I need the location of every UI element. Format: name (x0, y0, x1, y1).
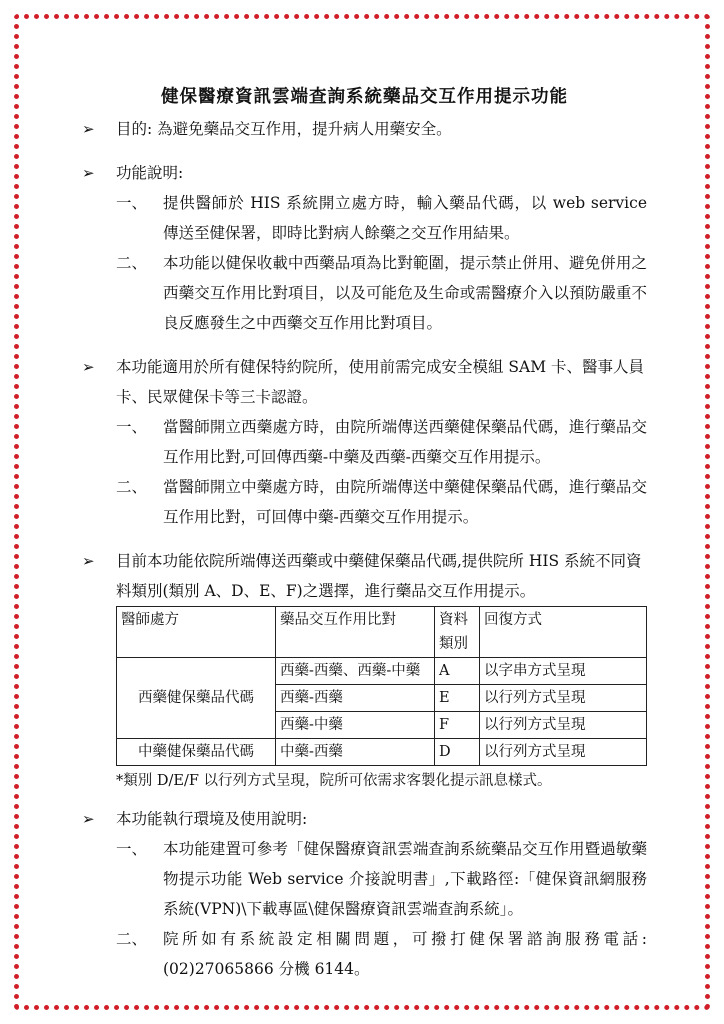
category-cell: D (435, 739, 480, 766)
list-item (82, 248, 647, 338)
item-number: 一、 (116, 194, 148, 212)
arrow-bullet-icon: ➢ (82, 164, 95, 182)
document-title: 健保醫療資訊雲端查詢系統藥品交互作用提示功能 (161, 87, 568, 107)
item-number: 二、 (116, 478, 148, 496)
function-section (82, 158, 647, 188)
current-heading: 目前本功能依院所端傳送西藥或中藥健保藥品代碼,提供院所 HIS 系統不同資料類別(類別 A、D、E、F)之選擇，進行藥品交互作用提示。 (116, 552, 642, 600)
reply-cell: 以行列方式呈現 (480, 685, 647, 712)
item-text: 當醫師開立中藥處方時，由院所端傳送中藥健保藥品代碼，進行藥品交互作用比對，可回傳中藥-西藥交互作用提示。 (163, 478, 647, 526)
item-number: 二、 (116, 930, 148, 948)
category-cell: A (435, 658, 480, 685)
list-item (82, 412, 647, 472)
environment-section (82, 804, 647, 834)
applicability-heading: 本功能適用於所有健保特約院所，使用前需完成安全模組 SAM 卡、醫事人員卡、民眾健保卡等三卡認證。 (116, 358, 645, 406)
table-row (117, 658, 647, 685)
table-header-row (117, 607, 647, 658)
reply-cell: 以字串方式呈現 (480, 658, 647, 685)
item-text: 當醫師開立西藥處方時，由院所端傳送西藥健保藥品代碼，進行藥品交互作用比對,可回傳西藥-中藥及西藥-西藥交互作用提示。 (163, 418, 647, 466)
item-text: 提供醫師於 HIS 系統開立處方時，輸入藥品代碼，以 web service 傳送至健保署，即時比對病人餘藥之交互作用結果。 (163, 194, 647, 242)
reply-cell: 以行列方式呈現 (480, 739, 647, 766)
arrow-bullet-icon: ➢ (82, 552, 95, 570)
table-note: *類別 D/E/F 以行列方式呈現，院所可依需求客製化提示訊息樣式。 (116, 773, 552, 789)
document-body (82, 82, 647, 984)
table-header: 藥品交互作用比對 (276, 607, 435, 658)
item-number: 一、 (116, 840, 148, 858)
arrow-bullet-icon: ➢ (82, 810, 95, 828)
purpose-section (82, 114, 647, 144)
arrow-bullet-icon: ➢ (82, 120, 95, 138)
table-header: 醫師處方 (117, 607, 276, 658)
environment-heading: 本功能執行環境及使用說明: (116, 810, 308, 828)
arrow-bullet-icon: ➢ (82, 358, 95, 376)
category-cell: F (435, 712, 480, 739)
compare-cell: 西藥-西藥、西藥-中藥 (276, 658, 435, 685)
item-number: 二、 (116, 254, 148, 272)
prescription-cell: 西藥健保藥品代碼 (117, 658, 276, 739)
table-row (117, 739, 647, 766)
item-number: 一、 (116, 418, 148, 436)
current-section (82, 546, 647, 606)
prescription-cell: 中藥健保藥品代碼 (117, 739, 276, 766)
list-item (82, 834, 647, 924)
item-text: 本功能以健保收載中西藥品項為比對範圍，提示禁止併用、避免併用之西藥交互作用比對項目，以及可能危及生命或需醫療介入以預防嚴重不良反應發生之中西藥交互作用比對項目。 (163, 254, 647, 332)
list-item (82, 188, 647, 248)
item-text: 院所如有系統設定相關問題，可撥打健保署諮詢服務電話: (02)27065866 分機 6144。 (163, 930, 647, 978)
item-text: 本功能建置可參考「健保醫療資訊雲端查詢系統藥品交互作用暨過敏藥物提示功能 Web service 介接說明書」,下載路徑:「健保資訊網服務系統(VPN)\下載專區\健保醫療資訊雲端查詢系統」。 (163, 840, 647, 918)
compare-cell: 中藥-西藥 (276, 739, 435, 766)
compare-cell: 西藥-西藥 (276, 685, 435, 712)
compare-cell: 西藥-中藥 (276, 712, 435, 739)
applicability-section (82, 352, 647, 412)
table-header: 回復方式 (480, 607, 647, 658)
purpose-text: 目的: 為避免藥品交互作用，提升病人用藥安全。 (116, 120, 452, 138)
table-header: 資料類別 (435, 607, 480, 658)
list-item (82, 924, 647, 984)
function-heading: 功能說明: (116, 164, 184, 182)
category-table (116, 606, 647, 766)
category-cell: E (435, 685, 480, 712)
list-item (82, 472, 647, 532)
reply-cell: 以行列方式呈現 (480, 712, 647, 739)
